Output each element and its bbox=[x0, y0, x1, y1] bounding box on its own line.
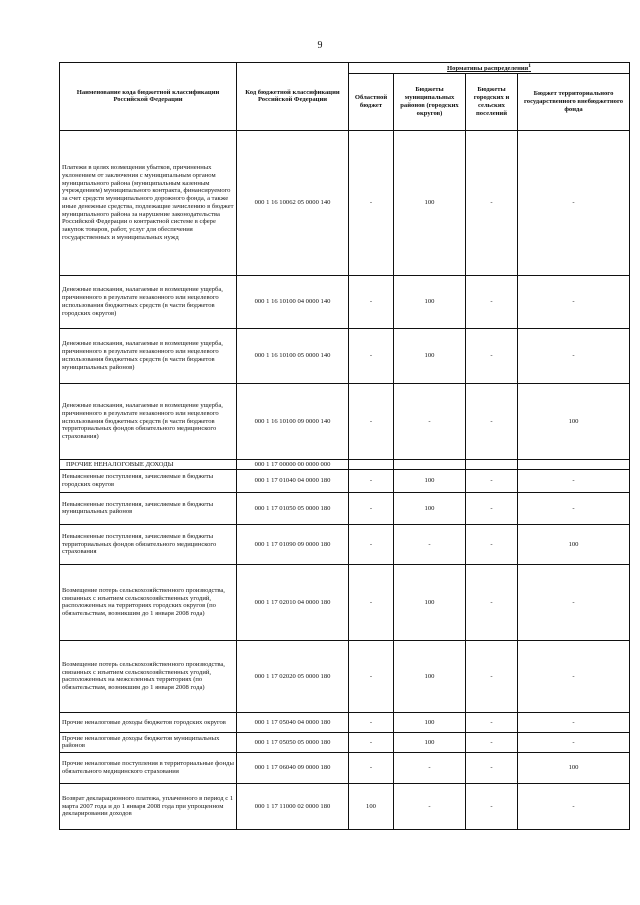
row-fund bbox=[518, 459, 630, 469]
row-code: 000 1 16 10062 05 0000 140 bbox=[237, 130, 349, 275]
row-regional: 100 bbox=[349, 783, 394, 829]
table-row bbox=[60, 783, 630, 829]
table-row bbox=[60, 564, 630, 640]
table-row bbox=[60, 275, 630, 328]
row-regional: - bbox=[349, 130, 394, 275]
row-name: Прочие неналоговые поступления в территориальные фонды обязательного медицинского страхования bbox=[60, 752, 237, 783]
table-row bbox=[60, 712, 630, 732]
row-fund: - bbox=[518, 469, 630, 492]
row-name: ПРОЧИЕ НЕНАЛОГОВЫЕ ДОХОДЫ bbox=[60, 459, 237, 469]
row-name: Возмещение потерь сельскохозяйственного производства, связанных с изъятием сельскохозяйственных угодий, расположенных на территориях городских округов (по обязательствам, возникшим до 1 января 2008 года) bbox=[60, 564, 237, 640]
table-row bbox=[60, 640, 630, 712]
row-code: 000 1 17 01050 05 0000 180 bbox=[237, 492, 349, 524]
row-municipal: 100 bbox=[394, 640, 466, 712]
row-municipal: 100 bbox=[394, 732, 466, 752]
row-fund: - bbox=[518, 783, 630, 829]
row-settlements: - bbox=[466, 275, 518, 328]
row-fund: - bbox=[518, 275, 630, 328]
table-row bbox=[60, 524, 630, 564]
row-municipal: 100 bbox=[394, 130, 466, 275]
row-fund: - bbox=[518, 328, 630, 383]
row-code: 000 1 17 02010 04 0000 180 bbox=[237, 564, 349, 640]
row-municipal: 100 bbox=[394, 275, 466, 328]
row-municipal: 100 bbox=[394, 469, 466, 492]
header-distribution bbox=[349, 63, 630, 74]
row-code: 000 1 17 00000 00 0000 000 bbox=[237, 459, 349, 469]
row-name: Возврат декларационного платежа, уплаченного в период с 1 марта 2007 года и до 1 января 2008 года при упрощенном декларировании доходов bbox=[60, 783, 237, 829]
row-municipal: - bbox=[394, 783, 466, 829]
row-name: Денежные взыскания, налагаемые в возмещение ущерба, причиненного в результате незаконного или нецелевого использования бюджетных средств (в части бюджетов городских округов) bbox=[60, 275, 237, 328]
row-settlements: - bbox=[466, 130, 518, 275]
row-name: Невыясненные поступления, зачисляемые в бюджеты муниципальных районов bbox=[60, 492, 237, 524]
row-code: 000 1 17 06040 09 0000 180 bbox=[237, 752, 349, 783]
table-row bbox=[60, 469, 630, 492]
row-code: 000 1 16 10100 05 0000 140 bbox=[237, 328, 349, 383]
row-regional: - bbox=[349, 275, 394, 328]
row-settlements: - bbox=[466, 564, 518, 640]
row-name: Платежи в целях возмещения убытков, причиненных уклонением от заключения с муниципальным органом муниципального района (муниципальным казенным учреждением) муниципального контракта, финансируемого за счет средств муниципального дорожного фонда, а также иные денежные средства, подлежащие зачислению в бюджет муниципального района за нарушение законодательства Российской Федерации о контрактной системе в сфере закупок товаров, работ, услуг для обеспечения государственных и муниципальных нужд bbox=[60, 130, 237, 275]
row-regional: - bbox=[349, 564, 394, 640]
table-row bbox=[60, 328, 630, 383]
row-code: 000 1 17 02020 05 0000 180 bbox=[237, 640, 349, 712]
row-regional: - bbox=[349, 383, 394, 459]
row-name: Денежные взыскания, налагаемые в возмещение ущерба, причиненного в результате незаконного или нецелевого использования бюджетных средств (в части бюджетов территориальных фондов обязательного медицинского страхования) bbox=[60, 383, 237, 459]
header-regional: Областной бюджет bbox=[349, 73, 394, 130]
table-row bbox=[60, 130, 630, 275]
row-code: 000 1 17 05040 04 0000 180 bbox=[237, 712, 349, 732]
row-settlements: - bbox=[466, 524, 518, 564]
row-name: Невыясненные поступления, зачисляемые в бюджеты городских округов bbox=[60, 469, 237, 492]
row-fund: - bbox=[518, 640, 630, 712]
row-code: 000 1 17 05050 05 0000 180 bbox=[237, 732, 349, 752]
page-number: 9 bbox=[317, 40, 323, 51]
row-settlements: - bbox=[466, 640, 518, 712]
row-settlements bbox=[466, 459, 518, 469]
row-fund: - bbox=[518, 564, 630, 640]
row-name: Невыясненные поступления, зачисляемые в бюджеты территориальных фондов обязательного медицинского страхования bbox=[60, 524, 237, 564]
row-name: Возмещение потерь сельскохозяйственного производства, связанных с изъятием сельскохозяйственных угодий, расположенных на межселенных территориях (по обязательствам, возникшим до 1 января 2008 года) bbox=[60, 640, 237, 712]
table-row bbox=[60, 752, 630, 783]
table-body bbox=[60, 130, 630, 829]
row-fund: 100 bbox=[518, 752, 630, 783]
header-row-1 bbox=[60, 63, 630, 74]
row-regional bbox=[349, 459, 394, 469]
row-settlements: - bbox=[466, 383, 518, 459]
row-fund: - bbox=[518, 732, 630, 752]
row-settlements: - bbox=[466, 783, 518, 829]
row-settlements: - bbox=[466, 328, 518, 383]
row-name: Прочие неналоговые доходы бюджетов городских округов bbox=[60, 712, 237, 732]
row-regional: - bbox=[349, 328, 394, 383]
row-settlements: - bbox=[466, 732, 518, 752]
row-regional: - bbox=[349, 492, 394, 524]
row-municipal: - bbox=[394, 524, 466, 564]
row-fund: - bbox=[518, 130, 630, 275]
header-settlements: Бюджеты городских и сельских поселений bbox=[466, 73, 518, 130]
row-fund: - bbox=[518, 492, 630, 524]
row-settlements: - bbox=[466, 712, 518, 732]
table-row bbox=[60, 492, 630, 524]
row-municipal: 100 bbox=[394, 328, 466, 383]
row-settlements: - bbox=[466, 469, 518, 492]
row-municipal: 100 bbox=[394, 564, 466, 640]
row-code: 000 1 16 10100 09 0000 140 bbox=[237, 383, 349, 459]
row-fund: - bbox=[518, 712, 630, 732]
row-municipal: 100 bbox=[394, 492, 466, 524]
header-code: Код бюджетной классификации Российской Федерации bbox=[237, 63, 349, 131]
row-fund: 100 bbox=[518, 383, 630, 459]
row-regional: - bbox=[349, 524, 394, 564]
row-code: 000 1 17 01090 09 0000 180 bbox=[237, 524, 349, 564]
header-name: Наименование кода бюджетной классификации Российской Федерации bbox=[60, 63, 237, 131]
header-municipal: Бюджеты муниципальных районов (городских округов) bbox=[394, 73, 466, 130]
row-municipal: - bbox=[394, 752, 466, 783]
row-settlements: - bbox=[466, 492, 518, 524]
budget-classification-table bbox=[59, 62, 630, 830]
row-regional: - bbox=[349, 469, 394, 492]
table-row bbox=[60, 383, 630, 459]
table-row bbox=[60, 732, 630, 752]
row-code: 000 1 17 01040 04 0000 180 bbox=[237, 469, 349, 492]
row-regional: - bbox=[349, 732, 394, 752]
row-municipal: - bbox=[394, 383, 466, 459]
row-municipal: 100 bbox=[394, 712, 466, 732]
row-settlements: - bbox=[466, 752, 518, 783]
header-fund: Бюджет территориального государственного внебюджетного фонда bbox=[518, 73, 630, 130]
header-distribution-label: Нормативы распределения bbox=[447, 65, 529, 73]
row-name: Денежные взыскания, налагаемые в возмещение ущерба, причиненного в результате незаконного или нецелевого использования бюджетных средств (в части бюджетов муниципальных районов) bbox=[60, 328, 237, 383]
footnote-mark: 1 bbox=[528, 63, 531, 69]
row-regional: - bbox=[349, 712, 394, 732]
row-name: Прочие неналоговые доходы бюджетов муниципальных районов bbox=[60, 732, 237, 752]
row-fund: 100 bbox=[518, 524, 630, 564]
row-code: 000 1 17 11000 02 0000 180 bbox=[237, 783, 349, 829]
row-regional: - bbox=[349, 752, 394, 783]
row-municipal bbox=[394, 459, 466, 469]
row-regional: - bbox=[349, 640, 394, 712]
row-code: 000 1 16 10100 04 0000 140 bbox=[237, 275, 349, 328]
table-group-row bbox=[60, 459, 630, 469]
